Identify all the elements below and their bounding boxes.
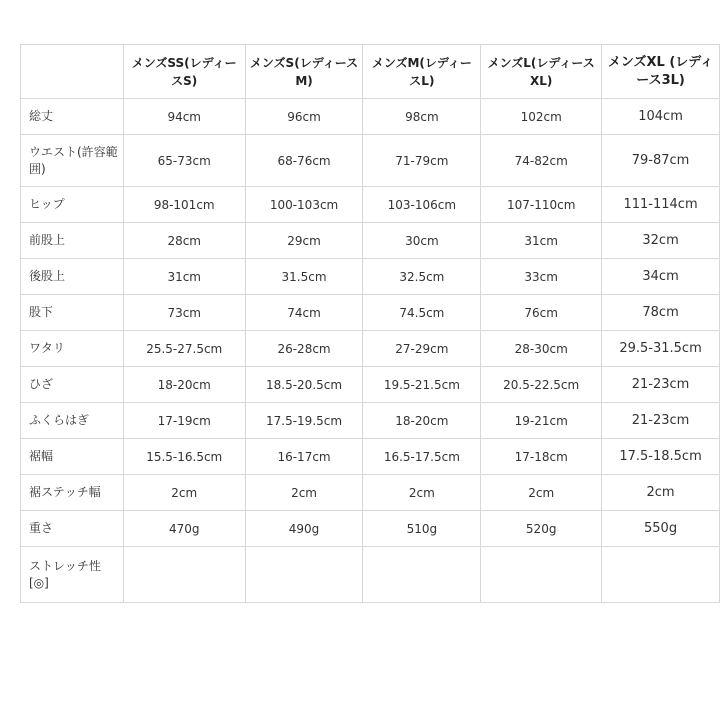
table-cell: 2cm: [602, 475, 720, 511]
table-row-stretch: [21, 547, 720, 603]
table-cell: 74cm: [245, 295, 363, 331]
empty-cell: [363, 547, 481, 603]
table-cell: 2cm: [363, 475, 481, 511]
table-row: [21, 439, 720, 475]
table-cell: 76cm: [481, 295, 602, 331]
table-cell: 25.5-27.5cm: [123, 331, 245, 367]
table-cell: 94cm: [123, 99, 245, 135]
table-cell: 15.5-16.5cm: [123, 439, 245, 475]
table-cell: 107-110cm: [481, 187, 602, 223]
header-size-s: メンズS(レディースM): [245, 45, 363, 99]
header-size-l: メンズL(レディースXL): [481, 45, 602, 99]
table-cell: 2cm: [245, 475, 363, 511]
table-cell: 98-101cm: [123, 187, 245, 223]
table-cell: 16-17cm: [245, 439, 363, 475]
row-label: ウエスト(許容範囲): [21, 135, 124, 187]
row-label: 総丈: [21, 99, 124, 135]
table-cell: 19-21cm: [481, 403, 602, 439]
table-cell: 96cm: [245, 99, 363, 135]
empty-cell: [123, 547, 245, 603]
header-size-xl: メンズXL (レディース3L): [602, 45, 720, 99]
table-cell: 17-19cm: [123, 403, 245, 439]
table-cell: 30cm: [363, 223, 481, 259]
header-size-ss: メンズSS(レディースS): [123, 45, 245, 99]
table-cell: 27-29cm: [363, 331, 481, 367]
table-cell: 33cm: [481, 259, 602, 295]
row-label: 裾ステッチ幅: [21, 475, 124, 511]
table-cell: 28-30cm: [481, 331, 602, 367]
table-cell: 18.5-20.5cm: [245, 367, 363, 403]
table-cell: 21-23cm: [602, 403, 720, 439]
table-cell: 98cm: [363, 99, 481, 135]
table-row: [21, 187, 720, 223]
empty-cell: [481, 547, 602, 603]
table-cell: 17.5-18.5cm: [602, 439, 720, 475]
table-cell: 29cm: [245, 223, 363, 259]
table-row: [21, 259, 720, 295]
table-cell: 31cm: [123, 259, 245, 295]
empty-cell: [245, 547, 363, 603]
table-cell: 510g: [363, 511, 481, 547]
table-row: [21, 135, 720, 187]
table-cell: 34cm: [602, 259, 720, 295]
table-cell: 17-18cm: [481, 439, 602, 475]
table-cell: 16.5-17.5cm: [363, 439, 481, 475]
table-cell: 20.5-22.5cm: [481, 367, 602, 403]
table-cell: 100-103cm: [245, 187, 363, 223]
table-row: [21, 99, 720, 135]
row-label-stretch: ストレッチ性 [◎]: [21, 547, 124, 603]
table-row: [21, 223, 720, 259]
table-cell: 26-28cm: [245, 331, 363, 367]
table-cell: 470g: [123, 511, 245, 547]
table-cell: 31.5cm: [245, 259, 363, 295]
header-row: [21, 45, 720, 99]
empty-cell: [602, 547, 720, 603]
table-cell: 550g: [602, 511, 720, 547]
table-cell: 21-23cm: [602, 367, 720, 403]
row-label: ふくらはぎ: [21, 403, 124, 439]
table-cell: 103-106cm: [363, 187, 481, 223]
table-row: [21, 367, 720, 403]
table-cell: 32cm: [602, 223, 720, 259]
table-cell: 65-73cm: [123, 135, 245, 187]
table-cell: 2cm: [481, 475, 602, 511]
header-size-m: メンズM(レディースL): [363, 45, 481, 99]
table-row: [21, 295, 720, 331]
table-cell: 18-20cm: [363, 403, 481, 439]
table-row: [21, 331, 720, 367]
row-label: 股下: [21, 295, 124, 331]
row-label: 前股上: [21, 223, 124, 259]
size-table: [20, 44, 720, 603]
row-label: ひざ: [21, 367, 124, 403]
table-cell: 2cm: [123, 475, 245, 511]
row-label: 裾幅: [21, 439, 124, 475]
row-label: 重さ: [21, 511, 124, 547]
row-label: ワタリ: [21, 331, 124, 367]
table-row: [21, 403, 720, 439]
table-cell: 74.5cm: [363, 295, 481, 331]
table-cell: 78cm: [602, 295, 720, 331]
table-cell: 73cm: [123, 295, 245, 331]
table-cell: 79-87cm: [602, 135, 720, 187]
table-row: [21, 511, 720, 547]
table-cell: 32.5cm: [363, 259, 481, 295]
table-cell: 31cm: [481, 223, 602, 259]
table-cell: 104cm: [602, 99, 720, 135]
table-cell: 520g: [481, 511, 602, 547]
table-row: [21, 475, 720, 511]
table-cell: 19.5-21.5cm: [363, 367, 481, 403]
table-cell: 490g: [245, 511, 363, 547]
header-corner: [21, 45, 124, 99]
row-label: 後股上: [21, 259, 124, 295]
table-cell: 71-79cm: [363, 135, 481, 187]
table-cell: 102cm: [481, 99, 602, 135]
row-label: ヒップ: [21, 187, 124, 223]
table-cell: 28cm: [123, 223, 245, 259]
table-cell: 29.5-31.5cm: [602, 331, 720, 367]
table-cell: 74-82cm: [481, 135, 602, 187]
table-cell: 111-114cm: [602, 187, 720, 223]
table-cell: 18-20cm: [123, 367, 245, 403]
table-cell: 17.5-19.5cm: [245, 403, 363, 439]
table-cell: 68-76cm: [245, 135, 363, 187]
